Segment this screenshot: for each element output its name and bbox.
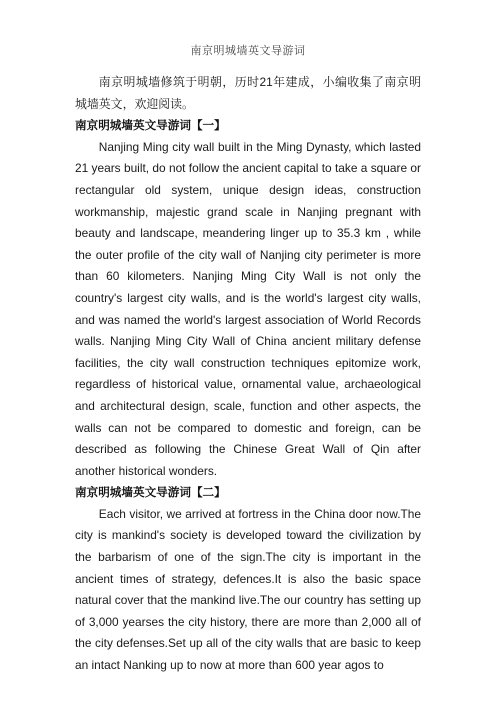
section-body-2: Each visitor, we arrived at fortress in the China door now.The city is mankind's society is developed toward the civilization by the barbarism of one of the sign.The city is important in the ancient times of strategy, defences.It is also the basic space natural cover that the mankind live.The our country has setting up of 3,000 yearses the city history, there are more than 2,000 all of the city defenses.Set up all of the city walls that are basic to keep an intact Nanking up to now at more than 600 year agos to <box>75 506 421 673</box>
section-body-1: Nanjing Ming city wall built in the Ming Dynasty, which lasted 21 years built, do not follow the ancient capital to take a square or rectangular old system, unique design ideas, construction workmanship, majestic grand scale in Nanjing pregnant with beauty and landscape, meandering linger up to 35.3 km , while the outer profile of the city wall of Nanjing city perimeter is more than 60 kilometers. Nanjing Ming City Wall is not only the country's largest city walls, and is the world's largest city walls, and was named the world's largest association of World Records walls. Nanjing Ming City Wall of China ancient military defense facilities, the city wall construction techniques epitomize work, regardless of historical value, ornamental value, archaeological and architectural design, scale, function and other aspects, the walls can not be compared to domestic and foreign, can be described as following the Chinese Great Wall of Qin after another historical wonders. <box>75 139 421 478</box>
intro-paragraph: 南京明城墙修筑于明朝，历时21年建成，小编收集了南京明城墙英文，欢迎阅读。 <box>75 75 421 111</box>
section-heading-2: 南京明城墙英文导游词【二】 <box>75 485 226 500</box>
page-header: 南京明城墙英文导游词 <box>190 44 306 57</box>
section-heading-1: 南京明城墙英文导游词【一】 <box>75 118 226 133</box>
